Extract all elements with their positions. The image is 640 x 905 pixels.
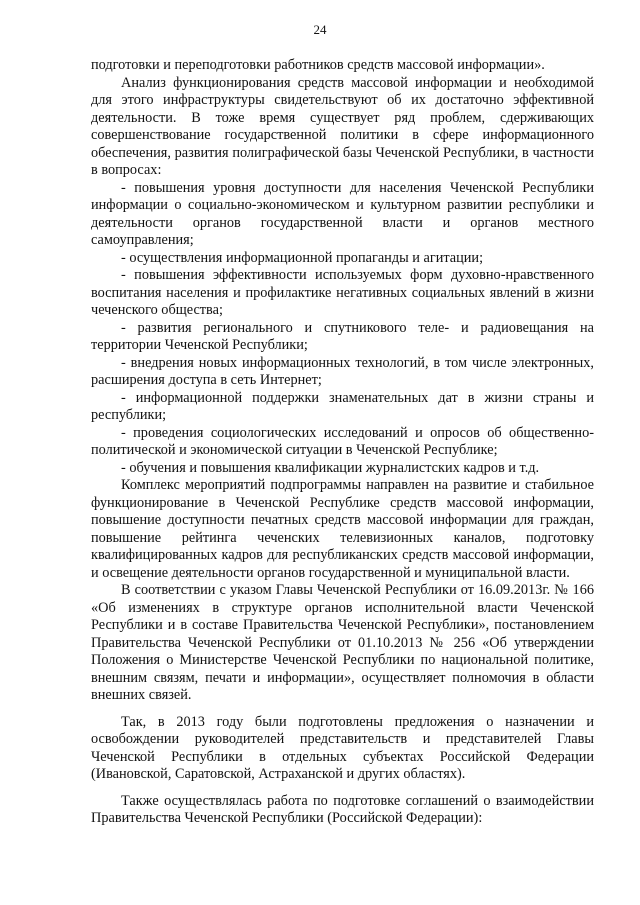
page-number: 24 xyxy=(313,22,327,37)
list-item-propaganda: - осуществления информационной пропаганды и агитации; xyxy=(121,249,484,266)
list-item-surveys: - проведения социологических исследований и опросов об общественно-политической и экономической ситуации в Чеченской Республике; xyxy=(91,424,594,458)
paragraph-continuation: подготовки и переподготовки работников средств массовой информации». xyxy=(91,57,545,73)
document-body xyxy=(91,57,594,828)
list-item-memorable-dates: - информационной поддержки знаменательных дат в жизни страны и республики; xyxy=(91,389,594,423)
paragraph-subprogram: Комплекс мероприятий подпрограммы направлен на развитие и стабильное функционирование в Чеченской Республике средств массовой информации, повышение доступности печатных средств массовой информации для граждан, повышение рейтинга чеченских телевизионных каналов, подготовку квалифицированных кадров для республиканских средств массовой информации, и освещение деятельности органов государственной и муниципальной власти. xyxy=(91,477,594,581)
paragraph-2013-proposals: Так, в 2013 году были подготовлены предложения о назначении и освобождении руководителей представительств и представителей Главы Чеченской Республики в отдельных субъектах Российской Федерации (Ивановской, Саратовской, Астраханской и других областях). xyxy=(91,713,594,782)
list-item-moral-education: - повышения эффективности используемых форм духовно-нравственного воспитания населения и профилактике негативных социальных явлений в жизни чеченского общества; xyxy=(91,267,594,318)
list-item-accessibility: - повышения уровня доступности для населения Чеченской Республики информации о социально-экономическом и культурном развитии республики и деятельности органов государственной власти и органов местного самоуправления; xyxy=(91,179,594,248)
list-item-training: - обучения и повышения квалификации журналистских кадров и т.д. xyxy=(121,459,540,476)
list-item-broadcasting: - развития регионального и спутникового теле- и радиовещания на территории Чеченской Республики; xyxy=(91,319,594,353)
paragraph-agreements: Также осуществлялась работа по подготовке соглашений о взаимодействии Правительства Чеченской Республики (Российской Федерации): xyxy=(91,792,594,826)
list-item-technologies: - внедрения новых информационных технологий, в том числе электронных, расширения доступа в сеть Интернет; xyxy=(91,354,594,388)
paragraph-decree: В соответствии с указом Главы Чеченской Республики от 16.09.2013г. № 166 «Об изменениях в структуре органов исполнительной власти Чеченской Республики и в составе Правительства Чеченской Республики», постановлением Правительства Чеченской Республики от 01.10.2013 № 256 «Об утверждении Положения о Министерстве Чеченской Республики по национальной политике, внешним связям, печати и информации», осуществляет полномочия в области внешних связей. xyxy=(91,582,594,703)
paragraph-analysis: Анализ функционирования средств массовой информации и необходимой для этого инфраструктуры свидетельствуют об их достаточно эффективной деятельности. В тоже время существует ряд проблем, сдерживающих совершенствование государственной политики в сфере информационного обеспечения, развития полиграфической базы Чеченской Республики, в частности в вопросах: xyxy=(91,74,594,178)
